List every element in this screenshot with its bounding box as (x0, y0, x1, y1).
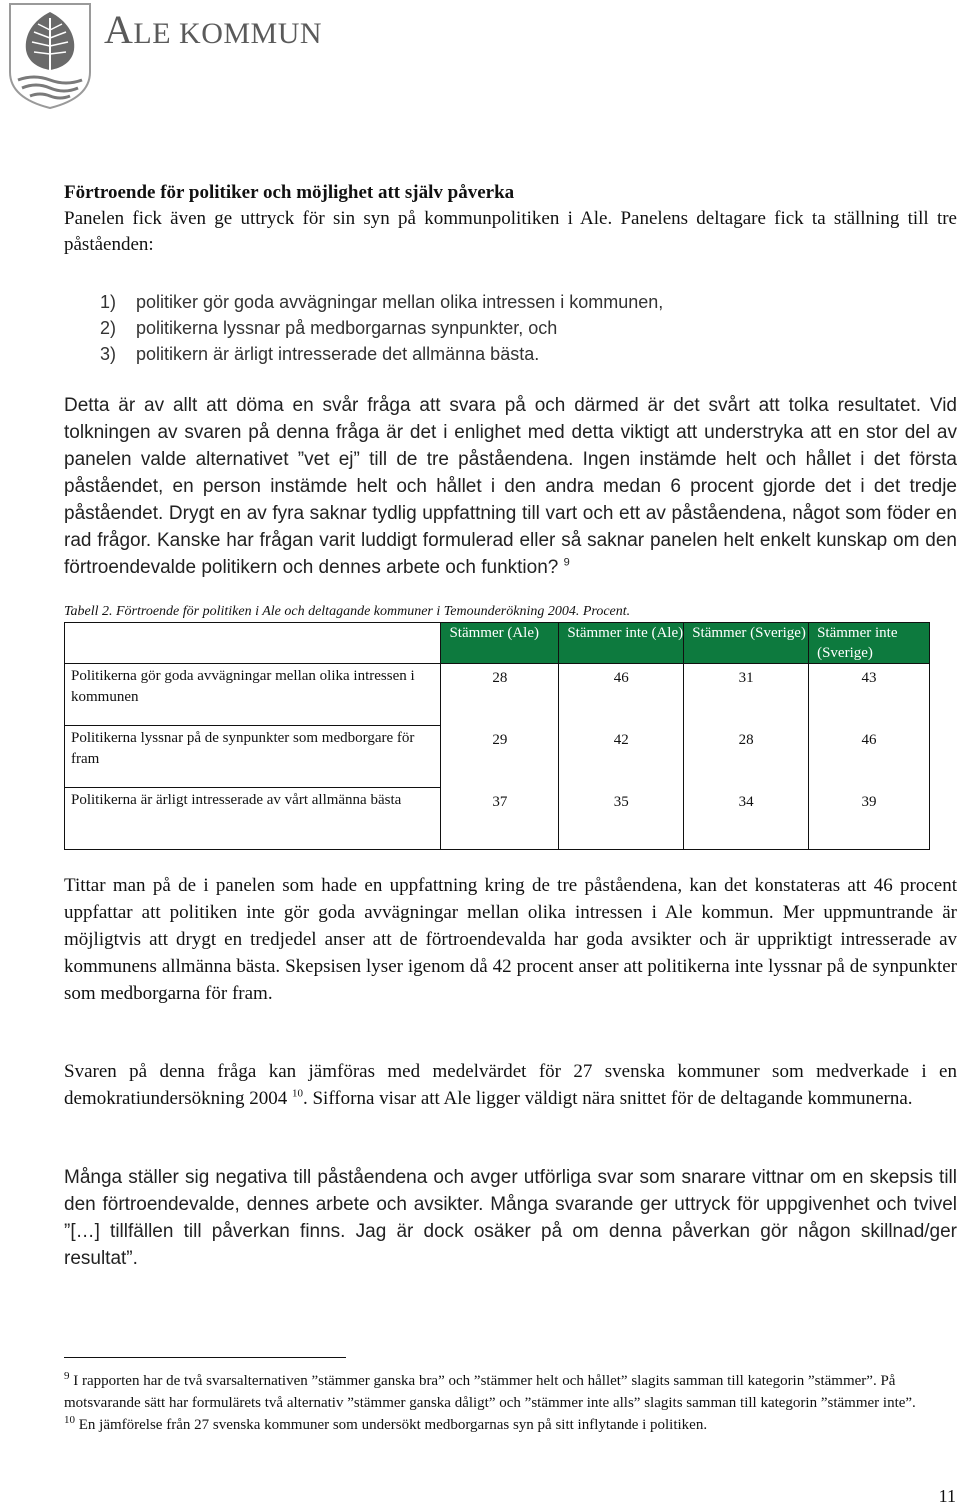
table-cell: 28 (684, 726, 809, 788)
body-paragraph: Tittar man på de i panelen som hade en uppfattning kring de tre påståendena, kan det konstateras att 46 procent uppfattar att politiken inte gör goda avvägningar mellan olika intressen i Ale kommun. Mer uppmuntrande är möjligtvis att drygt en tredjedel anser att de förtroendevalda har goda avsikter och är uppriktigt intresserade av kommunens allmänna bästa. Skepsisen lyser igenom då 42 procent anser att politikerna inte lyssnar på de synpunkter som medborgarna för fram. (64, 875, 957, 1004)
table-cell: 28 (441, 664, 559, 726)
list-item: 3) politikern är ärligt intresserade det allmänna bästa. (100, 344, 540, 364)
page-number: 11 (938, 1486, 956, 1506)
table-cell: 31 (684, 664, 809, 726)
body-paragraph: Svaren på denna fråga kan jämföras med medelvärdet för 27 svenska kommuner som medverkade i en demokratiundersökning 2004 $^{10}$. Sifforna visar att Ale ligger väldigt nära snittet för de deltagande kommunerna. (64, 1061, 957, 1109)
row-label: Politikerna gör goda avvägningar mellan olika intressen i kommunen (65, 664, 441, 726)
brand-name: ALE KOMMUN (104, 7, 323, 52)
table-header-row (65, 623, 930, 664)
table-cell: 46 (809, 726, 930, 788)
table-cell: 29 (441, 726, 559, 788)
results-table (64, 622, 930, 850)
list-item: 1) politiker gör goda avvägningar mellan olika intressen i kommunen, (100, 292, 664, 312)
table-row (65, 664, 930, 726)
table-row (65, 726, 930, 788)
ale-kommun-logo (4, 2, 96, 110)
footnote-ref[interactable]: 9 (563, 556, 570, 569)
footnote: $^{10}$ En jämförelse från 27 svenska kommuner som undersökt medborgarnas syn på sitt inflytande i politiken. (64, 1414, 708, 1433)
table-cell: 35 (559, 788, 684, 850)
row-label: Politikerna lyssnar på de synpunkter som medborgare för fram (65, 726, 441, 788)
footnote: $^9$ I rapporten har de två svarsalternativen ”stämmer ganska bra” och ”stämmer helt och hållet” slagits samman till kategorin ”stämmer”. På motsvarande sätt har formulärets två alternativ ”stämmer ganska dåligt” och ”stämmer inte alls” slagits samman till kategorin ”stämmer inte”. (64, 1370, 916, 1411)
footnote-divider (64, 1357, 346, 1358)
footnote-ref[interactable]: 10 (291, 1087, 303, 1100)
table-cell: 34 (684, 788, 809, 850)
table-cell: 42 (559, 726, 684, 788)
column-header: Stämmer (Ale) (441, 623, 559, 664)
column-header: Stämmer inte (Ale) (559, 623, 684, 664)
footnotes (64, 1370, 957, 1436)
column-header: Stämmer inte (Sverige) (809, 623, 930, 664)
table-cell: 43 (809, 664, 930, 726)
table-row (65, 788, 930, 850)
row-label: Politikerna är ärligt intresserade av vårt allmänna bästa (65, 788, 441, 850)
column-header: Stämmer (Sverige) (684, 623, 809, 664)
table-cell: 39 (809, 788, 930, 850)
table-cell: 37 (441, 788, 559, 850)
body-paragraph: Många ställer sig negativa till påståendena och avger utförliga svar som snarare vittnar om en skepsis till den förtroendevalde, dennes arbete och avsikter. Många svarande ger uttryck för uppgivenhet och tvivel ”[…] tillfällen till påverkan finns. Jag är dock osäker på om denna påverkan gör någon skillnad/ger resultat”. (64, 1167, 957, 1269)
body-paragraph: Detta är av allt att döma en svår fråga att svara på och därmed är det svårt att tolka resultatet. Vid tolkningen av svaren på denna fråga är det i enlighet med detta viktigt att understryka att en stor del av panelen valde alternativet ”vet ej” till de tre påståendena. Ingen instämde helt och hållet i det första påståendet, en person instämde helt och hållet i den andra medan 6 procent gjorde det i det tredje påståendet. Drygt en av fyra saknar tydlig uppfattning till vart och ett av påståendena, något som föder en rad frågor. Kanske har frågan varit luddigt formulerad eller så saknar panelen helt enkelt kunskap om den förtroendevalde politikern och dennes arbete och funktion? $^9$ (64, 395, 957, 578)
section-heading: Förtroende för politiker och möjlighet att själv påverka (64, 182, 515, 203)
statement-list (64, 289, 957, 367)
table-caption: Tabell 2. Förtroende för politiken i Ale och deltagande kommuner i Temounderökning 2004. Procent. (64, 604, 631, 619)
table-cell: 46 (559, 664, 684, 726)
list-item: 2) politikerna lyssnar på medborgarnas synpunkter, och (100, 318, 558, 338)
intro-paragraph: Panelen fick även ge uttryck för sin syn på kommunpolitiken i Ale. Panelens deltagare fick ta ställning till tre påståenden: (64, 208, 957, 255)
